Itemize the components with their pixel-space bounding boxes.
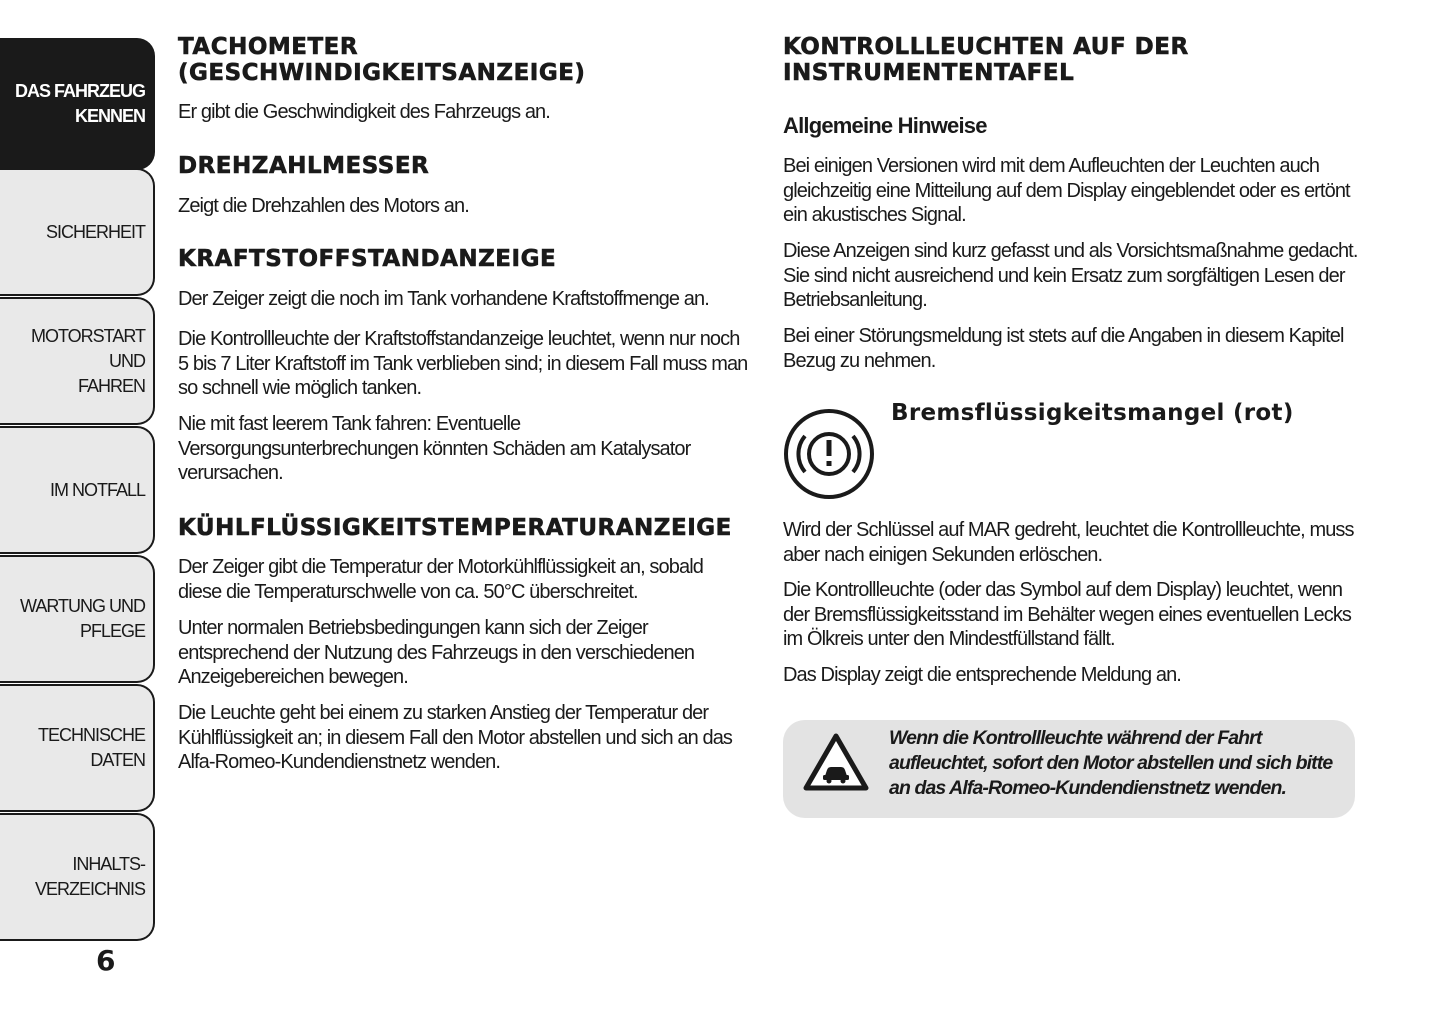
- paragraph-drehzahlmesser: Zeigt die Drehzahlen des Motors an.: [178, 195, 469, 217]
- tab-im-notfall[interactable]: IM NOTFALL: [0, 426, 155, 554]
- tab-das-fahrzeug-kennen[interactable]: DAS FAHRZEUG KENNEN: [0, 38, 155, 170]
- paragraph-brems-2: Die Kontrollleuchte (oder das Symbol auf dem Display) leuchtet, wenn der Bremsflüssigkeitsstand im Behälter wegen eines eventuellen Lecks im Ölkreis unter den Mindestfüllstand fällt.: [783, 579, 1352, 650]
- tab-inhaltsverzeichnis[interactable]: INHALTS- VERZEICHNIS: [0, 813, 155, 941]
- tab-motorstart-und-fahren[interactable]: MOTORSTART UND FAHREN: [0, 297, 155, 425]
- paragraph-kuehl-1: Der Zeiger gibt die Temperatur der Motorkühlflüssigkeit an, sobald diese die Temperaturschwelle von ca. 50°C überschreitet.: [178, 556, 703, 603]
- heading-tachometer: TACHOMETER (GESCHWINDIGKEITSANZEIGE): [178, 34, 586, 86]
- paragraph-kuehl-2: Unter normalen Betriebsbedingungen kann sich der Zeiger entsprechend der Nutzung des Fahrzeugs in den verschiedenen Anzeigebereichen bewegen.: [178, 617, 695, 688]
- tab-technische-daten[interactable]: TECHNISCHE DATEN: [0, 684, 155, 812]
- paragraph-hinweise-2: Diese Anzeigen sind kurz gefasst und als Vorsichtsmaßnahme gedacht. Sie sind nicht ausreichend und kein Ersatz zum sorgfältigen Lesen der Betriebsanleitung.: [783, 240, 1358, 311]
- heading-kraftstoffstandanzeige: KRAFTSTOFFSTANDANZEIGE: [178, 246, 557, 272]
- page-number: 6: [96, 944, 116, 977]
- paragraph-kuehl-3: Die Leuchte geht bei einem zu starken Anstieg der Temperatur der Kühlflüssigkeit an; in diesem Fall den Motor abstellen und sich an das Alfa-Romeo-Kundendienstnetz wenden.: [178, 702, 733, 773]
- tab-sicherheit[interactable]: SICHERHEIT: [0, 168, 155, 296]
- warning-text: Wenn die Kontrollleuchte während der Fahrt aufleuchtet, sofort den Motor abstellen und sich bitte an das Alfa-Romeo-Kundendienstnetz wenden.: [889, 727, 1333, 799]
- tab-wartung-und-pflege[interactable]: WARTUNG UND PFLEGE: [0, 555, 155, 683]
- paragraph-kraftstoff-1: Der Zeiger zeigt die noch im Tank vorhandene Kraftstoffmenge an.: [178, 288, 709, 310]
- heading-kontrollleuchten: KONTROLLLEUCHTEN AUF DER INSTRUMENTENTAFEL: [783, 34, 1189, 86]
- paragraph-hinweise-3: Bei einer Störungsmeldung ist stets auf die Angaben in diesem Kapitel Bezug zu nehmen.: [783, 325, 1344, 372]
- paragraph-brems-1: Wird der Schlüssel auf MAR gedreht, leuchtet die Kontrollleuchte, muss aber nach einigen Sekunden erlöschen.: [783, 519, 1354, 566]
- paragraph-tachometer: Er gibt die Geschwindigkeit des Fahrzeugs an.: [178, 101, 550, 123]
- paragraph-brems-3: Das Display zeigt die entsprechende Meldung an.: [783, 664, 1181, 686]
- heading-bremsfluessigkeitsmangel: Bremsflüssigkeitsmangel (rot): [891, 400, 1294, 426]
- brake-warning-icon: [783, 408, 875, 500]
- heading-drehzahlmesser: DREHZAHLMESSER: [178, 153, 430, 179]
- paragraph-hinweise-1: Bei einigen Versionen wird mit dem Aufleuchten der Leuchten auch gleichzeitig eine Mitteilung auf dem Display eingeblendet oder es ertönt ein akustisches Signal.: [783, 155, 1350, 226]
- subheading-allgemeine-hinweise: Allgemeine Hinweise: [783, 113, 987, 138]
- warning-triangle-car-icon: [803, 732, 869, 792]
- paragraph-kraftstoff-2: Die Kontrollleuchte der Kraftstoffstandanzeige leuchtet, wenn nur noch 5 bis 7 Liter Kraftstoff im Tank verblieben sind; in diesem Fall muss man so schnell wie möglich tanken.: [178, 328, 748, 399]
- paragraph-kraftstoff-3: Nie mit fast leerem Tank fahren: Eventuelle Versorgungsunterbrechungen könnten Schäden am Katalysator verursachen.: [178, 413, 691, 484]
- heading-kuehlfluessigkeitstemperaturanzeige: KÜHLFLÜSSIGKEITSTEMPERATURANZEIGE: [178, 515, 732, 541]
- warning-box: [783, 720, 1355, 818]
